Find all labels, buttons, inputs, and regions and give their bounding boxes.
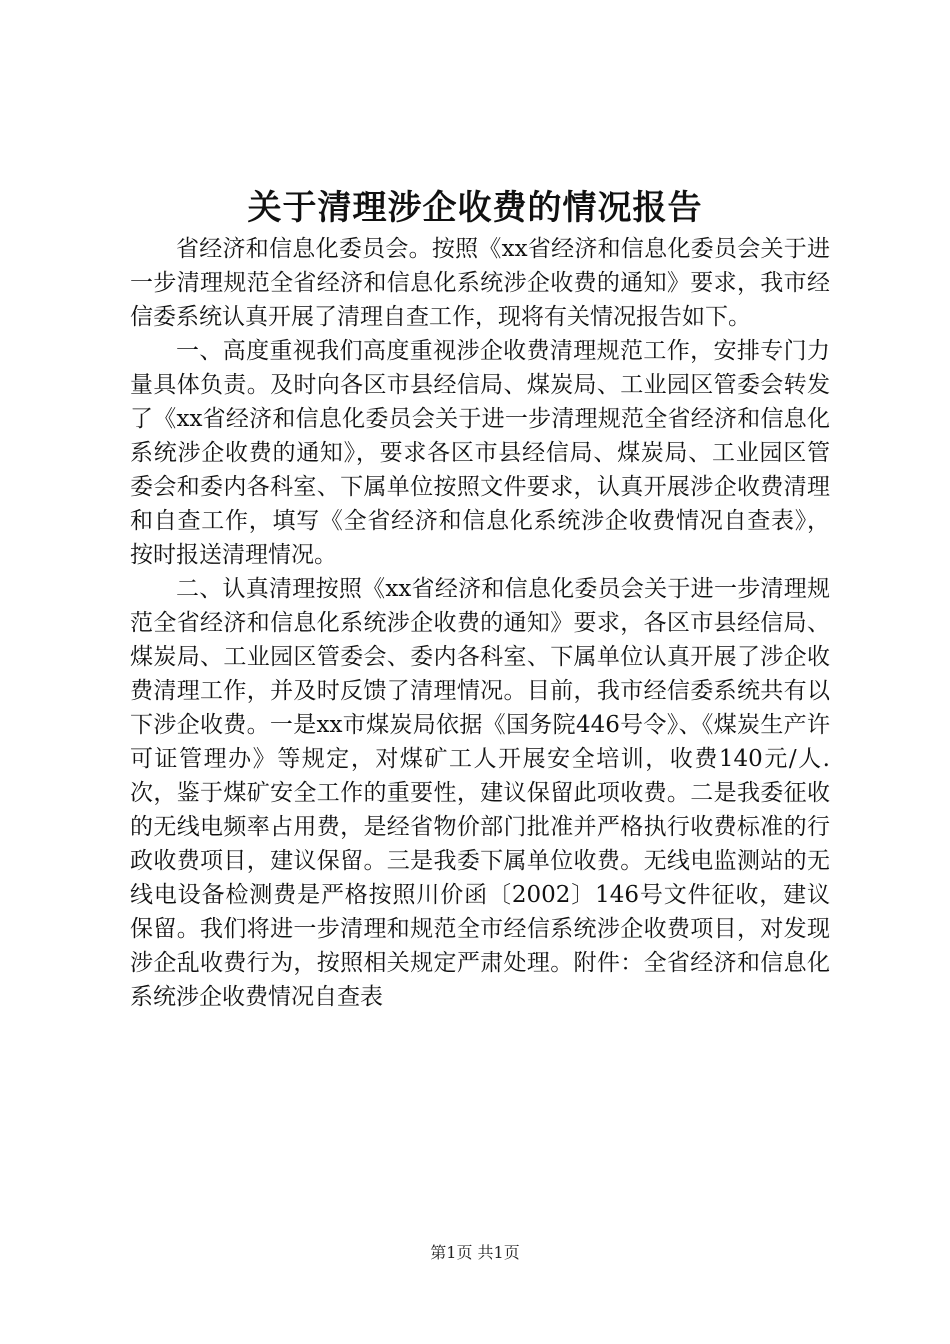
paragraph-section-two: 二、认真清理按照《xx省经济和信息化委员会关于进一步清理规范全省经济和信息化系统涉企收费的通知》要求，各区市县经信局、煤炭局、工业园区管委会、委内各科室、下属单位认真开展了涉企收费清理工作，并及时反馈了清理情况。目前，我市经信委系统共有以下涉企收费。一是xx市煤炭局依据《国务院446号令》、《煤炭生产许可证管理办》等规定，对煤矿工人开展安全培训，收费140元/人.次，鉴于煤矿安全工作的重要性，建议保留此项收费。二是我委征收的无线电频率占用费，是经省物价部门批准并严格执行收费标准的行政收费项目，建议保留。三是我委下属单位收费。无线电监测站的无线电设备检测费是严格按照川价函〔2002〕146号文件征收，建议保留。我们将进一步清理和规范全市经信系统涉企收费项目，对发现涉企乱收费行为，按照相关规定严肃处理。附件：全省经济和信息化系统涉企收费情况自查表 [130, 576, 830, 1010]
paragraph-intro: 省经济和信息化委员会。按照《xx省经济和信息化委员会关于进一步清理规范全省经济和信息化系统涉企收费的通知》要求，我市经信委系统认真开展了清理自查工作，现将有关情况报告如下。 [130, 236, 830, 330]
document-body [130, 232, 830, 1014]
page-footer: 第1页 共1页 [430, 1243, 520, 1262]
paragraph-section-one: 一、高度重视我们高度重视涉企收费清理规范工作，安排专门力量具体负责。及时向各区市县经信局、煤炭局、工业园区管委会转发了《xx省经济和信息化委员会关于进一步清理规范全省经济和信息化系统涉企收费的通知》，要求各区市县经信局、煤炭局、工业园区管委会和委内各科室、下属单位按照文件要求，认真开展涉企收费清理和自查工作，填写《全省经济和信息化系统涉企收费情况自查表》，按时报送清理情况。 [130, 338, 830, 568]
document-title: 关于清理涉企收费的情况报告 [247, 188, 703, 228]
